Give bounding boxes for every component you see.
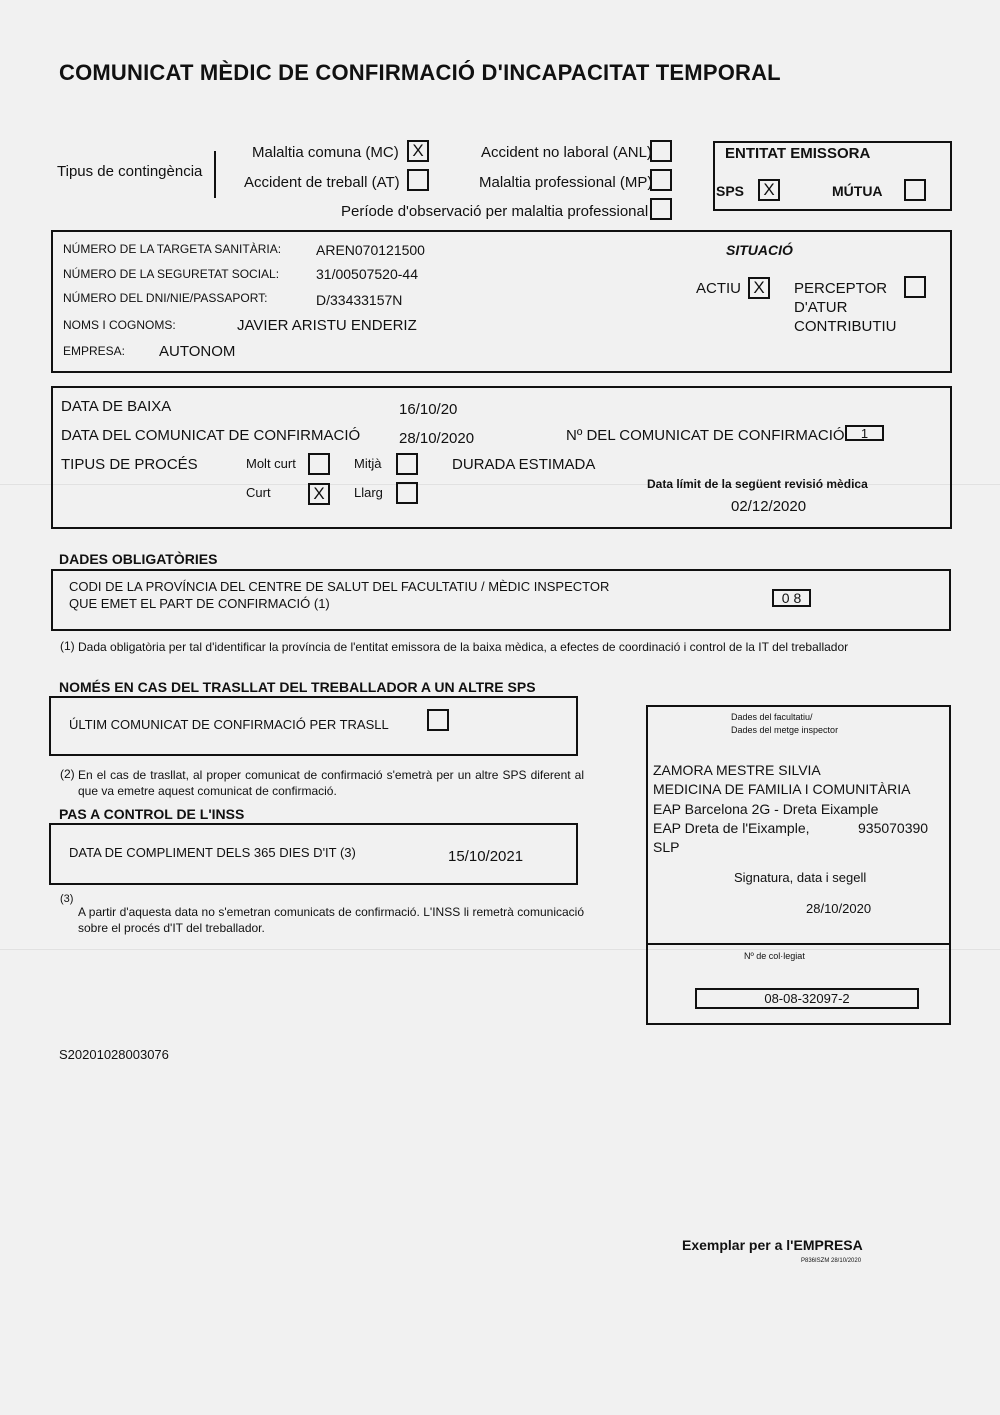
empresa-value: AUTONOM bbox=[159, 343, 236, 360]
inss-data-value: 15/10/2021 bbox=[448, 848, 524, 865]
col-label: Nº de col·legiat bbox=[744, 951, 805, 961]
facultatiu-head1: Dades del facultatiu/ bbox=[731, 712, 813, 722]
molt-curt-checkbox[interactable] bbox=[308, 453, 330, 475]
nom-value: JAVIER ARISTU ENDERIZ bbox=[237, 317, 417, 334]
anl-checkbox[interactable] bbox=[650, 140, 672, 162]
dni-value: D/33433157N bbox=[316, 292, 403, 308]
ultim-checkbox[interactable] bbox=[427, 709, 449, 731]
facultatiu-divider bbox=[646, 943, 951, 945]
footer-small-code: P836ISZM 28/10/2020 bbox=[801, 1258, 862, 1264]
mc-label: Malaltia comuna (MC) bbox=[252, 144, 399, 161]
curt-label: Curt bbox=[246, 485, 271, 500]
perceptor-line1: PERCEPTOR bbox=[794, 280, 888, 297]
mutua-label: MÚTUA bbox=[832, 183, 883, 199]
data-baixa-value: 16/10/20 bbox=[399, 401, 458, 418]
facultatiu-head2: Dades del metge inspector bbox=[731, 725, 839, 735]
mutua-checkbox[interactable] bbox=[904, 179, 926, 201]
ss-label: NÚMERO DE LA SEGURETAT SOCIAL: bbox=[63, 267, 280, 281]
periode-checkbox[interactable] bbox=[650, 198, 672, 220]
num-comunicat-value: 1 bbox=[845, 425, 884, 441]
situacio-title: SITUACIÓ bbox=[726, 242, 793, 258]
doctor-slp: SLP bbox=[653, 839, 680, 855]
doctor-centre: EAP Barcelona 2G - Dreta Eixample bbox=[653, 801, 879, 817]
doctor-phone: 935070390 bbox=[858, 820, 929, 836]
llarg-checkbox[interactable] bbox=[396, 482, 418, 504]
mitja-checkbox[interactable] bbox=[396, 453, 418, 475]
signatura-date: 28/10/2020 bbox=[806, 901, 872, 916]
note3-text: A partir d'aquesta data no s'emetran comunicats de confirmació. L'INSS li remetrà comunicació sobre el procés d'IT del treballador. bbox=[78, 905, 584, 935]
llarg-label: Llarg bbox=[354, 485, 383, 500]
num-comunicat-label: Nº DEL COMUNICAT DE CONFIRMACIÓ bbox=[566, 427, 845, 444]
perceptor-checkbox[interactable] bbox=[904, 276, 926, 298]
nom-label: NOMS I COGNOMS: bbox=[63, 318, 176, 332]
codi-line2: QUE EMET EL PART DE CONFIRMACIÓ (1) bbox=[69, 596, 330, 611]
col-value: 08-08-32097-2 bbox=[695, 988, 919, 1009]
mc-checkbox[interactable]: X bbox=[407, 140, 429, 162]
document-code: S20201028003076 bbox=[59, 1047, 169, 1062]
facultatiu-box bbox=[646, 705, 951, 1025]
anl-label: Accident no laboral (ANL) bbox=[481, 144, 652, 161]
note3-num: (3) bbox=[60, 893, 74, 905]
targeta-value: AREN070121500 bbox=[316, 242, 425, 258]
actiu-label: ACTIU bbox=[696, 280, 741, 297]
note1-num: (1) bbox=[60, 639, 75, 653]
empresa-label: EMPRESA: bbox=[63, 344, 126, 358]
at-label: Accident de treball (AT) bbox=[244, 174, 400, 191]
note2-text: En el cas de trasllat, al proper comunicat de confirmació s'emetrà per un altre SPS diferent al que va emetre aquest comunicat de confirmació. bbox=[78, 768, 584, 798]
curt-checkbox[interactable]: X bbox=[308, 483, 330, 505]
data-comunicat-value: 28/10/2020 bbox=[399, 430, 475, 447]
mp-label: Malaltia professional (MP) bbox=[479, 174, 653, 191]
divider bbox=[214, 151, 216, 198]
sps-label: SPS bbox=[716, 183, 745, 199]
revisio-value: 02/12/2020 bbox=[731, 498, 807, 515]
at-checkbox[interactable] bbox=[407, 169, 429, 191]
mitja-label: Mitjà bbox=[354, 456, 382, 471]
inss-data-label: DATA DE COMPLIMENT DELS 365 DIES D'IT (3) bbox=[69, 845, 356, 860]
note1-text: Dada obligatòria per tal d'identificar la província de l'entitat emissora de la baixa mèdica, a efectes de coordinació i control de la IT del treballador bbox=[78, 640, 849, 654]
perceptor-line2: D'ATUR bbox=[794, 299, 848, 316]
molt-curt-label: Molt curt bbox=[246, 456, 296, 471]
entitat-title: ENTITAT EMISSORA bbox=[725, 145, 871, 162]
perceptor-line3: CONTRIBUTIU bbox=[794, 318, 897, 335]
codi-line1: CODI DE LA PROVÍNCIA DEL CENTRE DE SALUT DEL FACULTATIU / MÈDIC INSPECTOR bbox=[69, 579, 610, 594]
contingencia-label: Tipus de contingència bbox=[57, 163, 203, 180]
actiu-checkbox[interactable]: X bbox=[748, 277, 770, 299]
ss-value: 31/00507520-44 bbox=[316, 266, 418, 282]
inss-title: PAS A CONTROL DE L'INSS bbox=[59, 806, 245, 822]
page-title: COMUNICAT MÈDIC DE CONFIRMACIÓ D'INCAPACITAT TEMPORAL bbox=[59, 60, 781, 85]
targeta-label: NÚMERO DE LA TARGETA SANITÀRIA: bbox=[63, 242, 282, 256]
dades-title: DADES OBLIGATÒRIES bbox=[59, 551, 218, 567]
data-comunicat-label: DATA DEL COMUNICAT DE CONFIRMACIÓ bbox=[61, 427, 361, 444]
note2-num: (2) bbox=[60, 767, 75, 781]
codi-value: 0 8 bbox=[772, 589, 811, 607]
periode-label: Període d'observació per malaltia professional bbox=[341, 203, 649, 220]
doctor-speciality: MEDICINA DE FAMILIA I COMUNITÀRIA bbox=[653, 781, 911, 797]
revisio-label: Data límit de la següent revisió mèdica bbox=[647, 477, 868, 491]
sps-checkbox[interactable]: X bbox=[758, 179, 780, 201]
tipus-proces-label: TIPUS DE PROCÉS bbox=[61, 456, 198, 473]
trasllat-title: NOMÉS EN CAS DEL TRASLLAT DEL TREBALLADOR A UN ALTRE SPS bbox=[59, 679, 536, 695]
exemplar-label: Exemplar per a l'EMPRESA bbox=[682, 1237, 863, 1253]
signatura-label: Signatura, data i segell bbox=[734, 870, 867, 885]
data-baixa-label: DATA DE BAIXA bbox=[61, 398, 172, 415]
durada-label: DURADA ESTIMADA bbox=[452, 456, 596, 473]
doctor-centre2: EAP Dreta de l'Eixample, bbox=[653, 820, 810, 836]
ultim-label: ÚLTIM COMUNICAT DE CONFIRMACIÓ PER TRASLL bbox=[69, 717, 389, 732]
dni-label: NÚMERO DEL DNI/NIE/PASSAPORT: bbox=[63, 291, 268, 305]
doctor-name: ZAMORA MESTRE SILVIA bbox=[653, 762, 821, 778]
mp-checkbox[interactable] bbox=[650, 169, 672, 191]
